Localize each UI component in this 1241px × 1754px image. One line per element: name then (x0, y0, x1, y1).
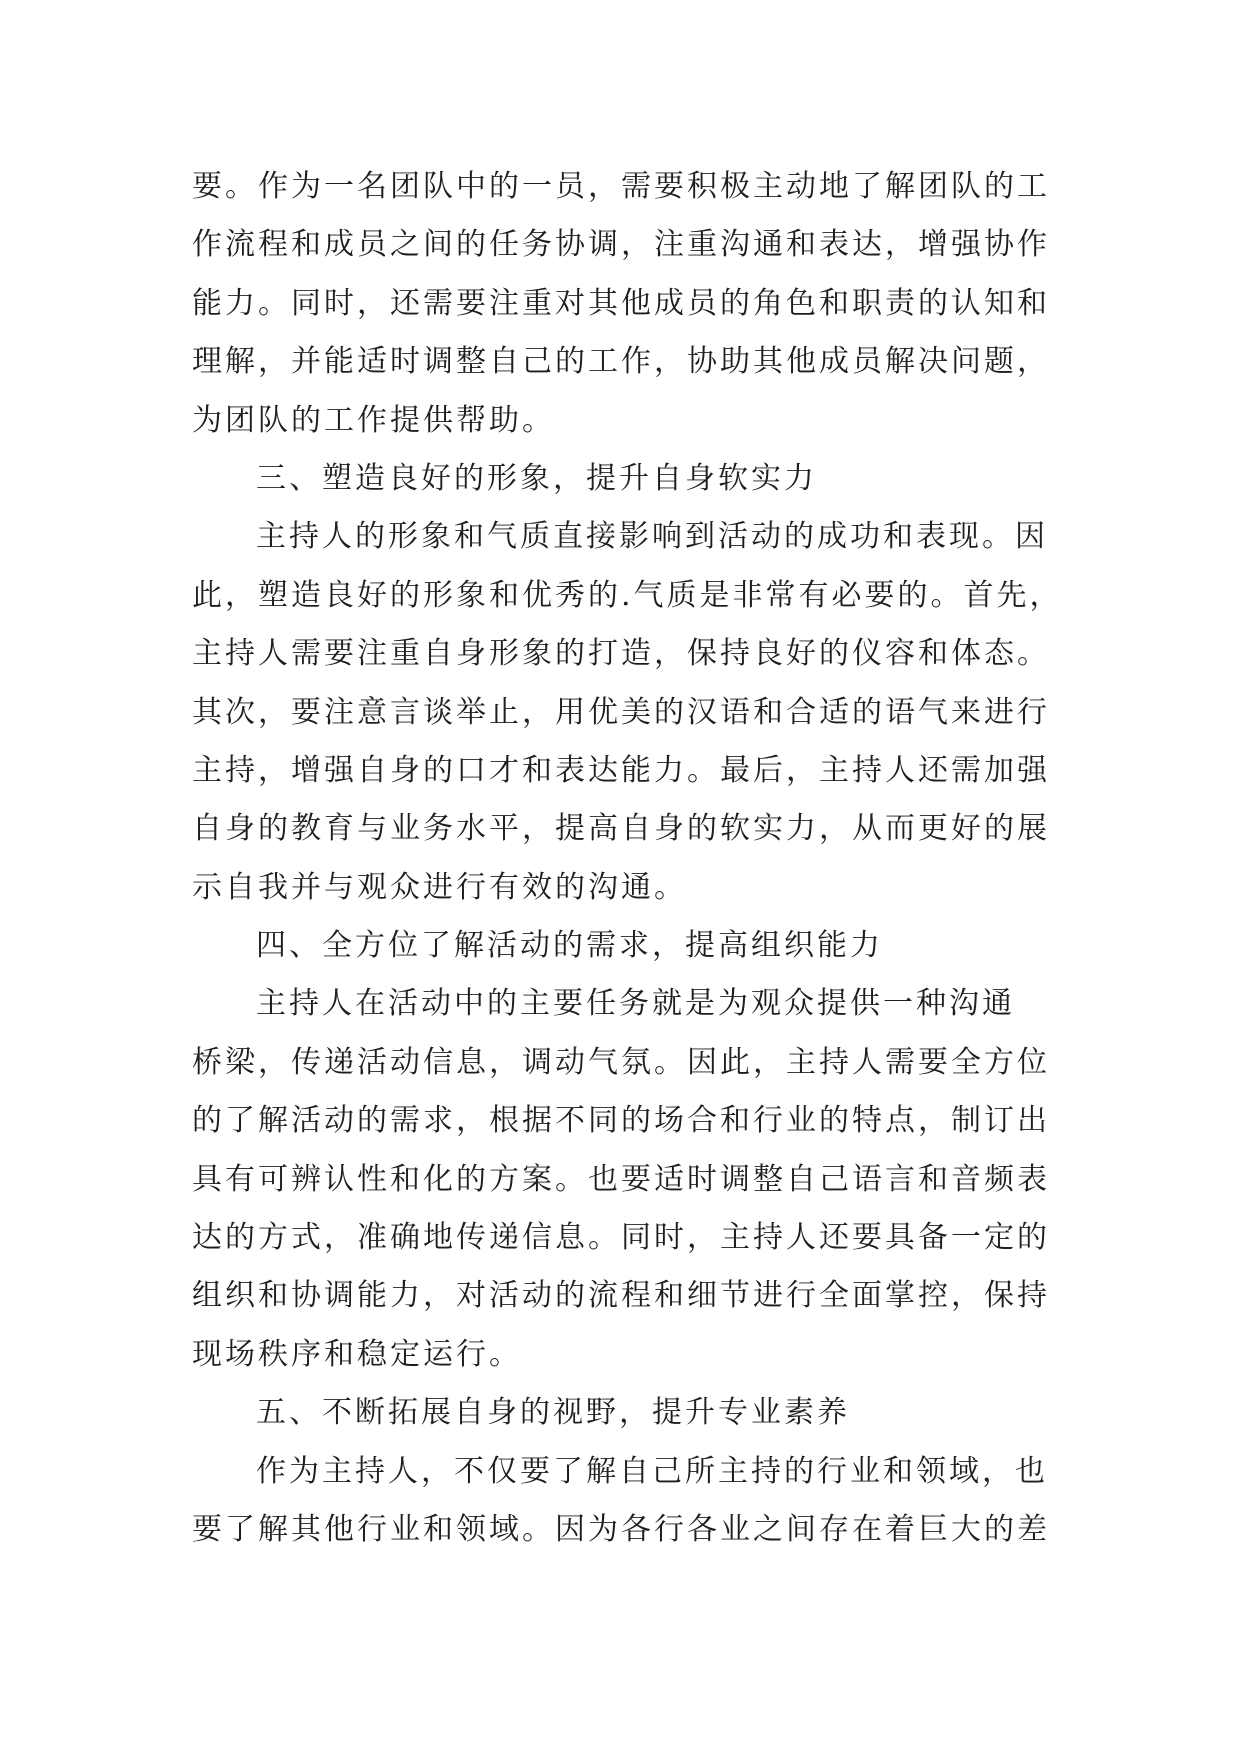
section-heading: 三、塑造良好的形象，提升自身软实力 (256, 460, 817, 496)
text-line: 要了解其他行业和领域。因为各行各业之间存在着巨大的差 (192, 1511, 1050, 1547)
text-line: 主持人在活动中的主要任务就是为观众提供一种沟通 (256, 986, 1015, 1022)
text-line: 要。作为一名团队中的一员，需要积极主动地了解团队的工 (192, 169, 1050, 204)
text-line: 现场秩序和稳定运行。 (192, 1336, 522, 1372)
text-line: 主持，增强自身的口才和表达能力。最后，主持人还需加强 (192, 752, 1050, 788)
text-line: 组织和协调能力，对活动的流程和细节进行全面掌控，保持 (192, 1278, 1050, 1314)
text-line: 其次，要注意言谈举止，用优美的汉语和合适的语气来进行 (192, 694, 1050, 730)
text-line: 作流程和成员之间的任务协调，注重沟通和表达，增强协作 (192, 227, 1050, 263)
text-line: 主持人的形象和气质直接影响到活动的成功和表现。因 (256, 519, 1048, 555)
section-heading: 五、不断拓展自身的视野，提升专业素养 (256, 1395, 850, 1431)
text-line: 为团队的工作提供帮助。 (192, 402, 555, 438)
text-line: 主持人需要注重自身形象的打造，保持良好的仪容和体态。 (192, 636, 1050, 672)
text-line: 此，塑造良好的形象和优秀的.气质是非常有必要的。首先， (192, 577, 1063, 613)
text-line: 理解，并能适时调整自己的工作，协助其他成员解决问题， (192, 344, 1050, 380)
text-line: 能力。同时，还需要注重对其他成员的角色和职责的认知和 (192, 285, 1050, 321)
text-line: 具有可辨认性和化的方案。也要适时调整自己语言和音频表 (192, 1161, 1050, 1197)
text-line: 达的方式，准确地传递信息。同时，主持人还要具备一定的 (192, 1220, 1050, 1256)
text-line: 桥梁，传递活动信息，调动气氛。因此，主持人需要全方位 (192, 1044, 1050, 1080)
text-line: 作为主持人，不仅要了解自己所主持的行业和领域，也 (256, 1453, 1048, 1489)
text-line: 的了解活动的需求，根据不同的场合和行业的特点，制订出 (192, 1103, 1050, 1139)
document-body (192, 158, 1072, 1559)
section-heading: 四、全方位了解活动的需求，提高组织能力 (256, 928, 883, 964)
text-line: 自身的教育与业务水平，提高自身的软实力，从而更好的展 (192, 811, 1050, 847)
text-line: 示自我并与观众进行有效的沟通。 (192, 869, 687, 905)
